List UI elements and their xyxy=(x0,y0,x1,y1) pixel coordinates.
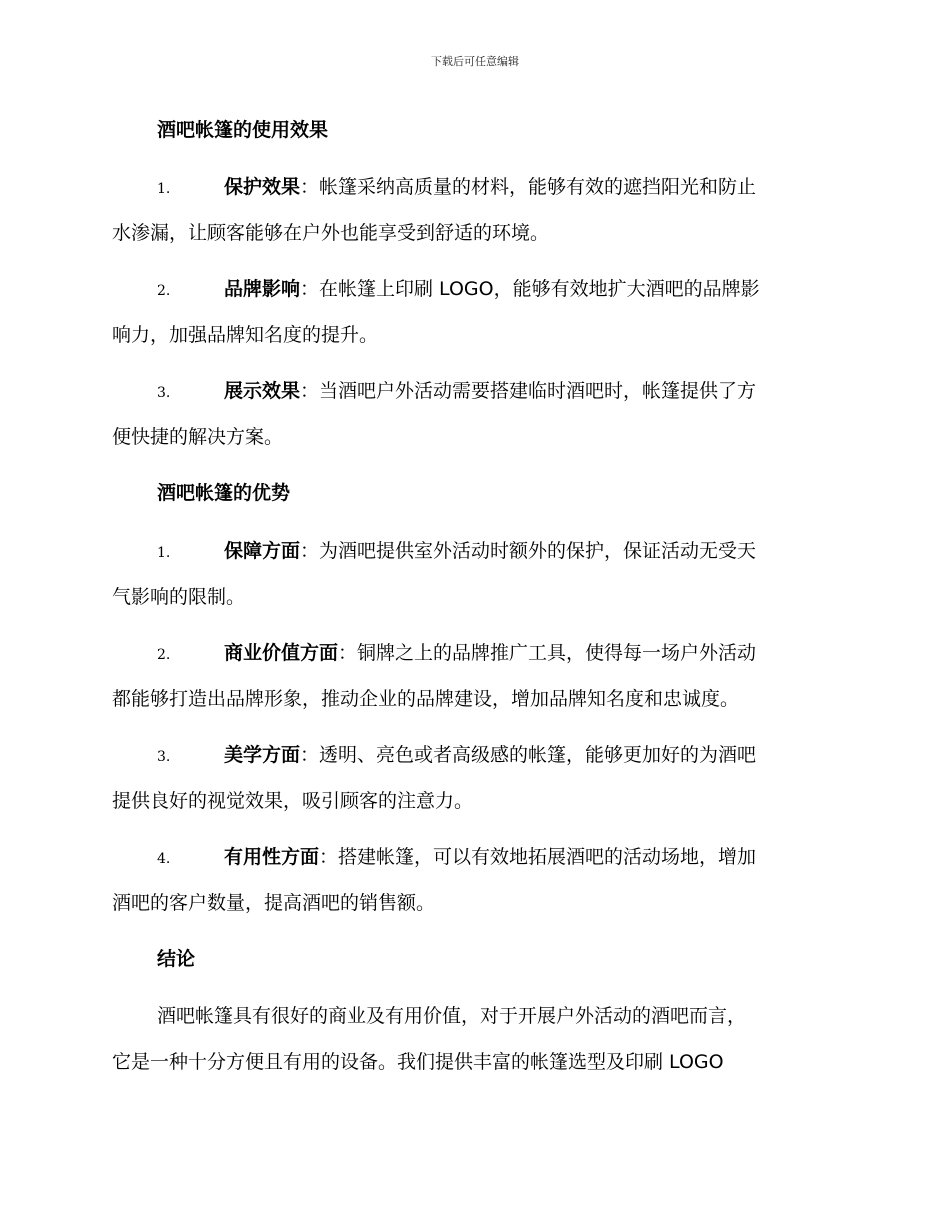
section-heading-advantages: 酒吧帐篷的优势 xyxy=(157,482,291,504)
list-item-advantage-3 xyxy=(112,743,840,813)
item-text-continued: 响力，加强品牌知名度的提升。 xyxy=(112,324,379,346)
list-number: 2. xyxy=(157,647,171,663)
list-number: 2. xyxy=(157,283,171,299)
item-term: 保障方面 xyxy=(224,540,301,562)
item-text-continued: 水渗漏，让顾客能够在户外也能享受到舒适的环境。 xyxy=(112,222,550,244)
item-text: ：帐篷采纳高质量的材料，能够有效的遮挡阳光和防止 xyxy=(300,176,757,198)
paragraph-line: 酒吧帐篷具有很好的商业及有用价值，对于开展户外活动的酒吧而言， xyxy=(157,1005,747,1027)
item-text: ：铜牌之上的品牌推广工具，使得每一场户外活动 xyxy=(338,642,757,664)
item-term: 商业价值方面 xyxy=(224,642,339,664)
item-text-continued: 都能够打造出品牌形象，推动企业的品牌建设，增加品牌知名度和忠诚度。 xyxy=(112,688,740,710)
list-item-advantage-1 xyxy=(112,539,840,609)
list-number: 3. xyxy=(157,385,171,401)
item-text-continued: 提供良好的视觉效果，吸引顾客的注意力。 xyxy=(112,790,474,812)
item-text: ：在帐篷上印刷 LOGO，能够有效地扩大酒吧的品牌影 xyxy=(300,278,760,300)
item-text: ：透明、亮色或者高级感的帐篷，能够更加好的为酒吧 xyxy=(300,744,757,766)
item-text: ：搭建帐篷，可以有效地拓展酒吧的活动场地，增加 xyxy=(319,846,757,868)
list-item-advantage-2 xyxy=(112,641,840,711)
paragraph-line: 它是一种十分方便且有用的设备。我们提供丰富的帐篷选型及印刷 LOGO xyxy=(112,1051,724,1073)
list-number: 1. xyxy=(157,181,171,197)
item-term: 品牌影响 xyxy=(224,278,301,300)
list-item-effect-2 xyxy=(112,277,840,347)
list-item-effect-3 xyxy=(112,379,840,449)
item-text: ：为酒吧提供室外活动时额外的保护，保证活动无受天 xyxy=(300,540,757,562)
item-text-continued: 气影响的限制。 xyxy=(112,586,246,608)
item-text-continued: 酒吧的客户数量，提高酒吧的销售额。 xyxy=(112,892,436,914)
conclusion-paragraph xyxy=(112,1004,840,1074)
list-number: 4. xyxy=(157,851,171,867)
list-item-effect-1 xyxy=(112,175,840,245)
item-text: ：当酒吧户外活动需要搭建临时酒吧时，帐篷提供了方 xyxy=(300,380,757,402)
list-number: 3. xyxy=(157,749,171,765)
page-header: 下载后可任意编辑 xyxy=(431,55,519,68)
item-term: 保护效果 xyxy=(224,176,301,198)
item-term: 有用性方面 xyxy=(224,846,320,868)
list-number: 1. xyxy=(157,545,171,561)
item-term: 美学方面 xyxy=(224,744,301,766)
list-item-advantage-4 xyxy=(112,845,840,915)
item-term: 展示效果 xyxy=(224,380,301,402)
item-text-continued: 便快捷的解决方案。 xyxy=(112,426,284,448)
section-heading-conclusion: 结论 xyxy=(157,948,196,970)
section-heading-effects: 酒吧帐篷的使用效果 xyxy=(157,119,329,141)
